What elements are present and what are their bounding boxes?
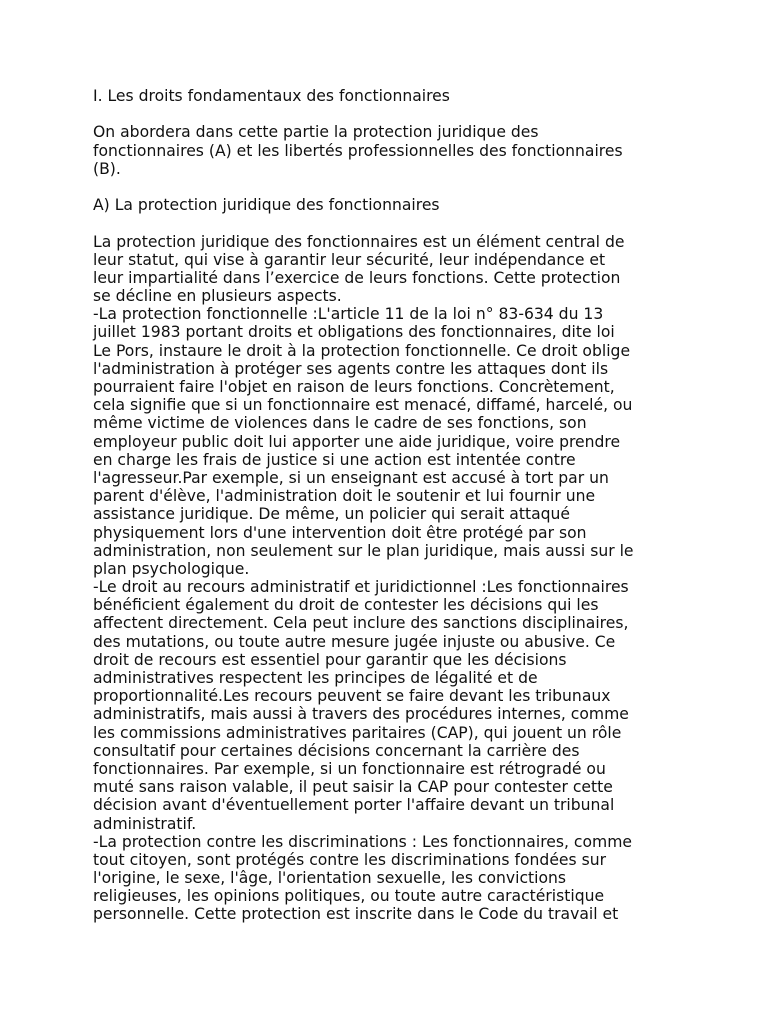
body-line: leur statut, qui vise à garantir leur sécurité, leur indépendance et <box>93 250 606 269</box>
body-line: -La protection fonctionnelle :L'article 11 de la loi n° 83-634 du 13 <box>93 305 604 324</box>
body-line: fonctionnaires. Par exemple, si un fonctionnaire est rétrogradé ou <box>93 759 606 778</box>
subsection-heading: A) La protection juridique des fonctionnaires <box>93 196 440 215</box>
blank-line <box>93 214 768 232</box>
body-line: La protection juridique des fonctionnaires est un élément central de <box>93 232 625 251</box>
body-line: l'administration à protéger ses agents contre les attaques dont ils <box>93 359 609 378</box>
body-line: plan psychologique. <box>93 559 250 578</box>
body-line: personnelle. Cette protection est inscrite dans le Code du travail et <box>93 905 619 924</box>
body-line: décision avant d'éventuellement porter l'affaire devant un tribunal <box>93 796 615 815</box>
body-line: assistance juridique. De même, un policier qui serait attaqué <box>93 505 571 524</box>
body-line: pourraient faire l'objet en raison de leurs fonctions. Concrètement, <box>93 378 615 396</box>
body-line: l'origine, le sexe, l'âge, l'orientation sexuelle, les convictions <box>93 869 567 888</box>
body-line: droit de recours est essentiel pour garantir que les décisions <box>93 650 567 669</box>
body-line: se décline en plusieurs aspects. <box>93 287 342 306</box>
body-line: consultatif pour certaines décisions concernant la carrière des <box>93 741 580 760</box>
body-line: religieuses, les opinions politiques, ou toute autre caractéristique <box>93 887 605 906</box>
body-line: l'agresseur.Par exemple, si un enseignant est accusé à tort par un <box>93 468 609 487</box>
body-line: administration, non seulement sur le plan juridique, mais aussi sur le <box>93 541 634 560</box>
body-line: affectent directement. Cela peut inclure des sanctions disciplinaires, <box>93 614 629 633</box>
intro-line: fonctionnaires (A) et les libertés professionnelles des fonctionnaires <box>93 141 623 160</box>
body-line: administratif. <box>93 814 197 833</box>
body-line: des mutations, ou toute autre mesure jugée injuste ou abusive. Ce <box>93 632 616 651</box>
body-line: -Le droit au recours administratif et juridictionnel :Les fonctionnaires <box>93 578 629 597</box>
body-line: bénéficient également du droit de contester les décisions qui les <box>93 596 599 615</box>
blank-line <box>93 105 768 123</box>
body-line: même victime de violences dans le cadre de ses fonctions, son <box>93 414 587 433</box>
body-line: en charge les frais de justice si une action est intentée contre <box>93 450 576 469</box>
body-line: les commissions administratives paritaires (CAP), qui jouent un rôle <box>93 723 622 742</box>
body-line: administratives respectent les principes de légalité et de <box>93 669 538 687</box>
body-line: -La protection contre les discriminations : Les fonctionnaires, comme <box>93 832 632 851</box>
body-line: parent d'élève, l'administration doit le soutenir et lui fournir une <box>93 487 596 506</box>
body-line: tout citoyen, sont protégés contre les discriminations fondées sur <box>93 850 607 869</box>
body-line: employeur public doit lui apporter une aide juridique, voire prendre <box>93 432 621 451</box>
intro-line: On abordera dans cette partie la protection juridique des <box>93 123 539 142</box>
body-line: Le Pors, instaure le droit à la protection fonctionnelle. Ce droit oblige <box>93 341 631 360</box>
body-line: cela signifie que si un fonctionnaire est menacé, diffamé, harcelé, ou <box>93 396 633 415</box>
body-line: muté sans raison valable, il peut saisir la CAP pour contester cette <box>93 778 613 797</box>
body-line: physiquement lors d'une intervention doit être protégé par son <box>93 523 587 542</box>
intro-line: (B). <box>93 159 121 178</box>
section-heading: I. Les droits fondamentaux des fonctionnaires <box>93 87 450 105</box>
body-line: leur impartialité dans l’exercice de leurs fonctions. Cette protection <box>93 268 621 287</box>
blank-line <box>93 178 768 196</box>
body-line: administratifs, mais aussi à travers des procédures internes, comme <box>93 705 629 724</box>
body-line: proportionnalité.Les recours peuvent se faire devant les tribunaux <box>93 687 611 706</box>
body-line: juillet 1983 portant droits et obligations des fonctionnaires, dite loi <box>93 323 615 342</box>
